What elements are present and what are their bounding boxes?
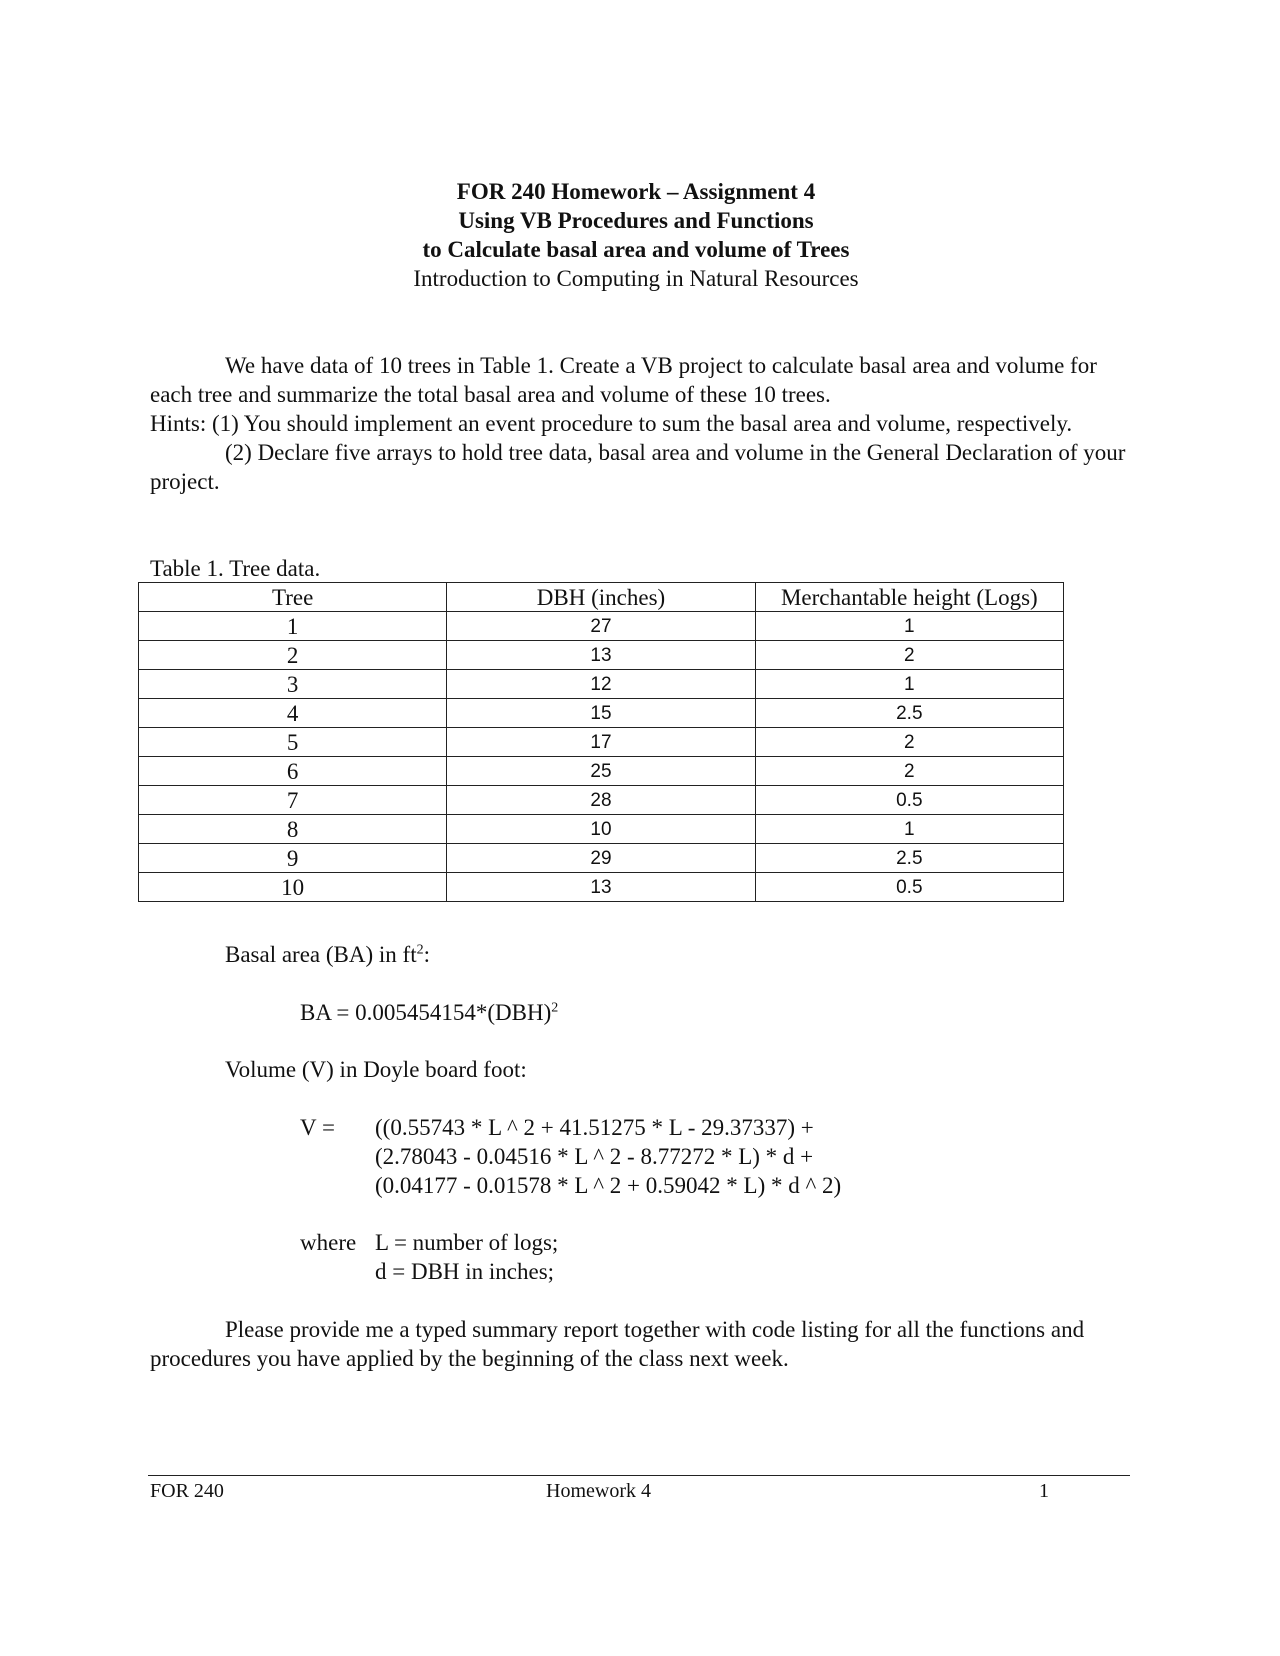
volume-formula-prefix: V = bbox=[300, 1115, 335, 1140]
volume-formula-line-2: (2.78043 - 0.04516 * L ^ 2 - 8.77272 * L) * d + bbox=[375, 1144, 814, 1169]
cell-dbh: 17 bbox=[447, 728, 755, 757]
title-line-3: to Calculate basal area and volume of Trees bbox=[422, 237, 850, 262]
document-title-block bbox=[0, 177, 1272, 293]
table-row bbox=[139, 728, 1064, 757]
cell-tree: 9 bbox=[139, 844, 447, 873]
footer-divider bbox=[148, 1475, 1130, 1476]
basal-area-label-exponent: 2 bbox=[416, 942, 424, 958]
hint-2: (2) Declare five arrays to hold tree data, basal area and volume in the General Declaration of your project. bbox=[150, 440, 1126, 494]
intro-paragraph bbox=[150, 351, 1136, 496]
cell-logs: 0.5 bbox=[755, 786, 1063, 815]
table-row bbox=[139, 670, 1064, 699]
cell-logs: 2.5 bbox=[755, 699, 1063, 728]
table-header-row bbox=[139, 583, 1064, 612]
table-row bbox=[139, 786, 1064, 815]
cell-tree: 4 bbox=[139, 699, 447, 728]
volume-label: Volume (V) in Doyle board foot: bbox=[225, 1057, 527, 1082]
tree-data-table bbox=[138, 582, 1064, 902]
table-row bbox=[139, 699, 1064, 728]
footer-title: Homework 4 bbox=[546, 1480, 651, 1502]
cell-dbh: 10 bbox=[447, 815, 755, 844]
cell-logs: 1 bbox=[755, 670, 1063, 699]
cell-dbh: 12 bbox=[447, 670, 755, 699]
volume-formula-line-1: ((0.55743 * L ^ 2 + 41.51275 * L - 29.37337) + bbox=[375, 1115, 814, 1140]
where-label: where bbox=[300, 1230, 357, 1255]
intro-text: We have data of 10 trees in Table 1. Create a VB project to calculate basal area and volume for each tree and summarize the total basal area and volume of these 10 trees. bbox=[150, 353, 1097, 407]
cell-dbh: 29 bbox=[447, 844, 755, 873]
cell-dbh: 28 bbox=[447, 786, 755, 815]
cell-tree: 8 bbox=[139, 815, 447, 844]
volume-formula-line-3: (0.04177 - 0.01578 * L ^ 2 + 0.59042 * L) * d ^ 2) bbox=[375, 1173, 842, 1198]
cell-logs: 2 bbox=[755, 728, 1063, 757]
cell-dbh: 25 bbox=[447, 757, 755, 786]
basal-area-formula-exponent: 2 bbox=[551, 1000, 559, 1016]
closing-paragraph bbox=[150, 1315, 1136, 1373]
footer-page-number: 1 bbox=[1039, 1480, 1049, 1502]
header-dbh: DBH (inches) bbox=[447, 583, 755, 612]
cell-dbh: 15 bbox=[447, 699, 755, 728]
cell-dbh: 13 bbox=[447, 641, 755, 670]
table-caption: Table 1. Tree data. bbox=[150, 556, 321, 581]
basal-area-formula-text: BA = 0.005454154*(DBH) bbox=[300, 1000, 552, 1025]
cell-logs: 2.5 bbox=[755, 844, 1063, 873]
where-d-definition: d = DBH in inches; bbox=[375, 1259, 555, 1284]
basal-area-label-text: Basal area (BA) in ft bbox=[225, 942, 417, 967]
table-row bbox=[139, 641, 1064, 670]
cell-logs: 1 bbox=[755, 612, 1063, 641]
cell-dbh: 13 bbox=[447, 873, 755, 902]
cell-logs: 2 bbox=[755, 641, 1063, 670]
table-row bbox=[139, 873, 1064, 902]
closing-text: Please provide me a typed summary report together with code listing for all the functions and procedures you have applied by the beginning of the class next week. bbox=[150, 1317, 1085, 1371]
table-row bbox=[139, 844, 1064, 873]
cell-tree: 1 bbox=[139, 612, 447, 641]
cell-logs: 2 bbox=[755, 757, 1063, 786]
cell-tree: 5 bbox=[139, 728, 447, 757]
cell-tree: 10 bbox=[139, 873, 447, 902]
cell-logs: 1 bbox=[755, 815, 1063, 844]
table-row bbox=[139, 612, 1064, 641]
table-row bbox=[139, 757, 1064, 786]
cell-tree: 2 bbox=[139, 641, 447, 670]
basal-area-label-colon: : bbox=[423, 942, 430, 967]
title-line-1: FOR 240 Homework – Assignment 4 bbox=[456, 179, 816, 204]
cell-tree: 3 bbox=[139, 670, 447, 699]
basal-area-formula bbox=[300, 998, 558, 1027]
hint-1: Hints: (1) You should implement an event procedure to sum the basal area and volume, respectively. bbox=[150, 411, 1073, 436]
footer-course: FOR 240 bbox=[150, 1480, 224, 1502]
header-merch-height: Merchantable height (Logs) bbox=[755, 583, 1063, 612]
cell-logs: 0.5 bbox=[755, 873, 1063, 902]
cell-tree: 7 bbox=[139, 786, 447, 815]
cell-dbh: 27 bbox=[447, 612, 755, 641]
course-subtitle: Introduction to Computing in Natural Resources bbox=[413, 266, 859, 291]
header-tree: Tree bbox=[139, 583, 447, 612]
where-l-definition: L = number of logs; bbox=[375, 1230, 559, 1255]
cell-tree: 6 bbox=[139, 757, 447, 786]
basal-area-label bbox=[225, 940, 430, 969]
table-row bbox=[139, 815, 1064, 844]
title-line-2: Using VB Procedures and Functions bbox=[458, 208, 814, 233]
